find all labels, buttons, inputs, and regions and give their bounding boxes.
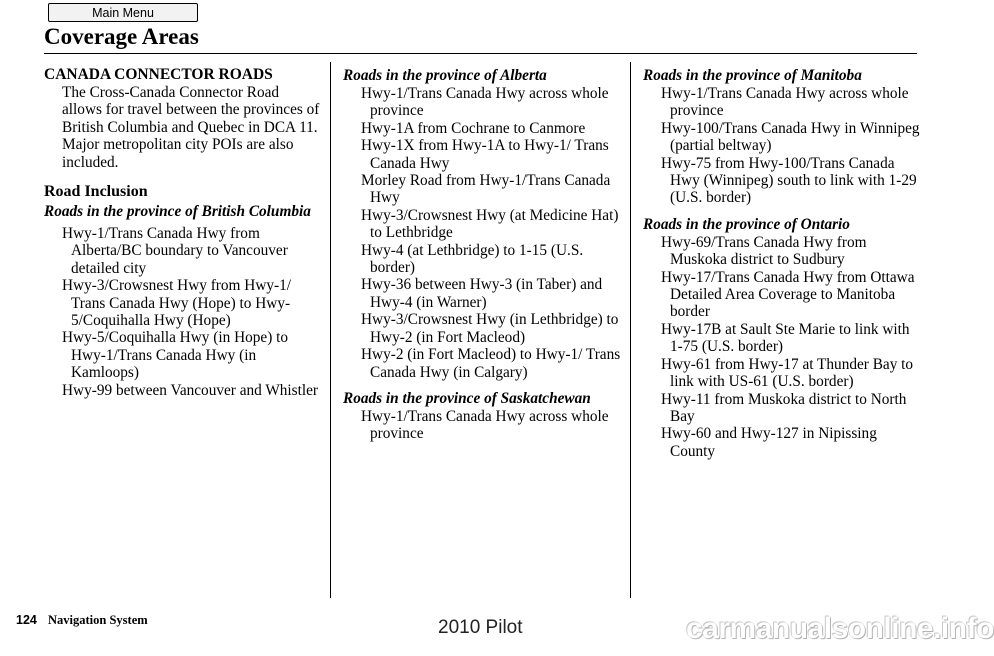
list-item: Hwy-60 and Hwy-127 in Nipissing County bbox=[661, 425, 877, 460]
region-heading-ontario: Roads in the province of Ontario bbox=[643, 215, 850, 233]
road-list-saskatchewan bbox=[343, 408, 623, 443]
list-item: Hwy-61 from Hwy-17 at Thunder Bay to link with US-61 (U.S. border) bbox=[661, 355, 914, 391]
connector-body: The Cross-Canada Connector Road allows for travel between the provinces of British Columbia and Quebec in DCA 11. Major metropolitan city POIs are also included. bbox=[62, 84, 320, 171]
road-list-manitoba bbox=[643, 85, 921, 207]
region-heading-manitoba: Roads in the province of Manitoba bbox=[643, 67, 862, 84]
list-item: Hwy-1X from Hwy-1A to Hwy-1/ Trans Canada Hwy bbox=[361, 137, 609, 172]
region-heading-alberta: Roads in the province of Alberta bbox=[343, 67, 547, 84]
list-item: Hwy-1A from Cochrane to Canmore bbox=[361, 119, 586, 137]
list-item: Hwy-2 (in Fort Macleod) to Hwy-1/ Trans Canada Hwy (in Calgary) bbox=[361, 346, 621, 381]
list-item: Hwy-100/Trans Canada Hwy in Winnipeg (partial beltway) bbox=[661, 119, 920, 155]
model-watermark: 2010 Pilot bbox=[438, 617, 523, 638]
column-3 bbox=[643, 66, 921, 460]
road-list-ontario bbox=[643, 234, 921, 460]
list-item: Hwy-1/Trans Canada Hwy from Alberta/BC boundary to Vancouver detailed city bbox=[62, 225, 288, 277]
column-divider-2 bbox=[630, 62, 631, 598]
main-menu-button[interactable]: Main Menu bbox=[48, 3, 198, 22]
list-item: Hwy-11 from Muskoka district to North Bay bbox=[661, 390, 907, 425]
site-watermark: carmanualsonline.info bbox=[686, 612, 994, 645]
title-divider bbox=[44, 53, 917, 54]
list-item: Hwy-17B at Sault Ste Marie to link with 1-75 (U.S. border) bbox=[661, 320, 910, 356]
list-item: Hwy-17/Trans Canada Hwy from Ottawa Detailed Area Coverage to Manitoba border bbox=[661, 268, 915, 321]
connector-heading: CANADA CONNECTOR ROADS bbox=[44, 66, 273, 83]
list-item: Hwy-69/Trans Canada Hwy from Muskoka district to Sudbury bbox=[661, 233, 867, 269]
footer-section-title: Navigation System bbox=[48, 613, 148, 627]
list-item: Hwy-1/Trans Canada Hwy across whole province bbox=[661, 85, 909, 120]
page-title: Coverage Areas bbox=[44, 24, 199, 49]
list-item: Hwy-3/Crowsnest Hwy from Hwy-1/ Trans Canada Hwy (Hope) to Hwy-5/Coquihalla Hwy (Hope) bbox=[62, 277, 292, 330]
list-item: Hwy-99 between Vancouver and Whistler bbox=[62, 381, 319, 399]
column-1 bbox=[44, 66, 322, 399]
column-divider-1 bbox=[330, 62, 331, 598]
list-item: Hwy-3/Crowsnest Hwy (in Lethbridge) to Hwy-2 (in Fort Macleod) bbox=[361, 311, 619, 346]
list-item: Hwy-1/Trans Canada Hwy across whole province bbox=[361, 85, 609, 120]
list-item: Hwy-1/Trans Canada Hwy across whole province bbox=[361, 407, 609, 443]
list-item: Hwy-3/Crowsnest Hwy (at Medicine Hat) to Lethbridge bbox=[361, 206, 619, 242]
road-list-alberta bbox=[343, 85, 623, 381]
region-heading-saskatchewan: Roads in the province of Saskatchewan bbox=[343, 389, 591, 407]
column-2 bbox=[343, 66, 623, 443]
list-item: Morley Road from Hwy-1/Trans Canada Hwy bbox=[361, 172, 611, 207]
list-item: Hwy-5/Coquihalla Hwy (in Hope) to Hwy-1/Trans Canada Hwy (in Kamloops) bbox=[62, 329, 289, 382]
list-item: Hwy-4 (at Lethbridge) to 1-15 (U.S. border) bbox=[361, 241, 584, 277]
road-inclusion-heading: Road Inclusion bbox=[44, 183, 148, 201]
list-item: Hwy-75 from Hwy-100/Trans Canada Hwy (Winnipeg) south to link with 1-29 (U.S. border) bbox=[661, 154, 917, 207]
region-heading-bc: Roads in the province of British Columbia bbox=[44, 203, 311, 221]
page-number: 124 bbox=[16, 613, 37, 627]
list-item: Hwy-36 between Hwy-3 (in Taber) and Hwy-4 (in Warner) bbox=[361, 276, 603, 311]
road-list-bc bbox=[44, 225, 322, 399]
